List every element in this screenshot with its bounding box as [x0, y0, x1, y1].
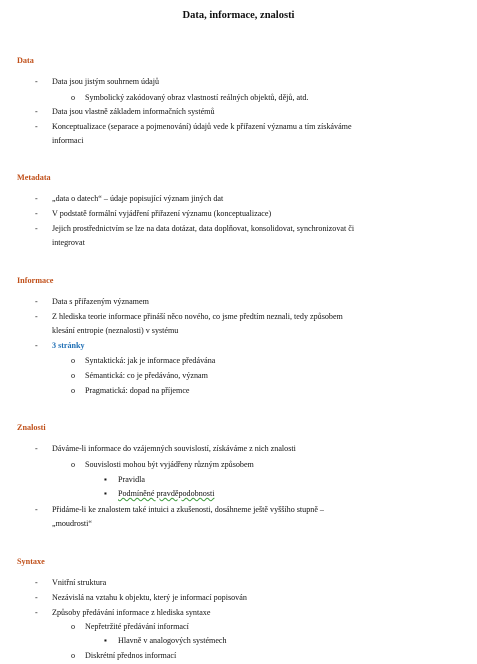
list-item-highlight: - 3 stránky [35, 341, 85, 350]
list-item-continuation: klesání entropie (neznalosti) v systému [52, 326, 179, 335]
list-item: - Data jsou jistým souhrnem údajů [35, 77, 160, 86]
list-item: - Způsoby předávání informace z hlediska syntaxe [35, 608, 211, 617]
section-heading-znalosti: Znalosti [17, 423, 46, 432]
list-item: ▪ Podmíněné pravděpodobnosti [104, 489, 215, 498]
list-item: o Sémantická: co je předáváno, význam [71, 371, 208, 380]
list-item: - V podstatě formální vyjádření přiřazení významu (konceptualizace) [35, 209, 272, 218]
list-item: o Pragmatická: dopad na příjemce [71, 386, 190, 395]
list-item-continuation: „moudrosti“ [52, 519, 93, 528]
section-heading-informace: Informace [17, 276, 54, 285]
list-item: - Konceptualizace (separace a pojmenování) údajů vede k přiřazení významu a tím získáváme [35, 122, 352, 131]
section-heading-syntaxe: Syntaxe [17, 557, 45, 566]
list-item: - Jejich prostřednictvím se lze na data dotázat, data doplňovat, konsolidovat, synchronizovat či [35, 224, 355, 233]
section-heading-metadata: Metadata [17, 173, 51, 182]
list-item: - Nezávislá na vztahu k objektu, který je informací popisován [35, 593, 247, 602]
list-item-continuation: informaci [52, 136, 84, 145]
list-item-continuation: integrovat [52, 238, 85, 247]
list-item: o Symbolický zakódovaný obraz vlastností reálných objektů, dějů, atd. [71, 93, 309, 102]
section-heading-data: Data [17, 56, 34, 65]
list-item: - „data o datech“ – údaje popisující význam jiných dat [35, 194, 224, 203]
list-item: - Dáváme-li informace do vzájemných souvislostí, získáváme z nich znalosti [35, 444, 296, 453]
list-item: - Z hlediska teorie informace přináší něco nového, co jsme předtím neznali, tedy způsobem [35, 312, 343, 321]
list-item: ▪ Hlavně v analogových systémech [104, 636, 227, 645]
list-item: o Souvislosti mohou být vyjádřeny různým způsobem [71, 460, 254, 469]
list-item: - Data jsou vlastně základem informačních systémů [35, 107, 215, 116]
list-item: o Syntaktická: jak je informace předávána [71, 356, 216, 365]
list-item: ▪ Pravidla [104, 475, 145, 484]
list-item: - Přidáme-li ke znalostem také intuici a zkušenosti, dosáhneme ještě vyššího stupně – [35, 505, 324, 514]
list-item: - Data s přiřazeným významem [35, 297, 149, 306]
page-title: Data, informace, znalosti [182, 10, 295, 21]
list-item: - Vnitřní struktura [35, 578, 107, 587]
list-item: o Diskrétní přednos informací [71, 651, 177, 660]
list-item: o Nepřetržité předávání informací [71, 622, 189, 631]
